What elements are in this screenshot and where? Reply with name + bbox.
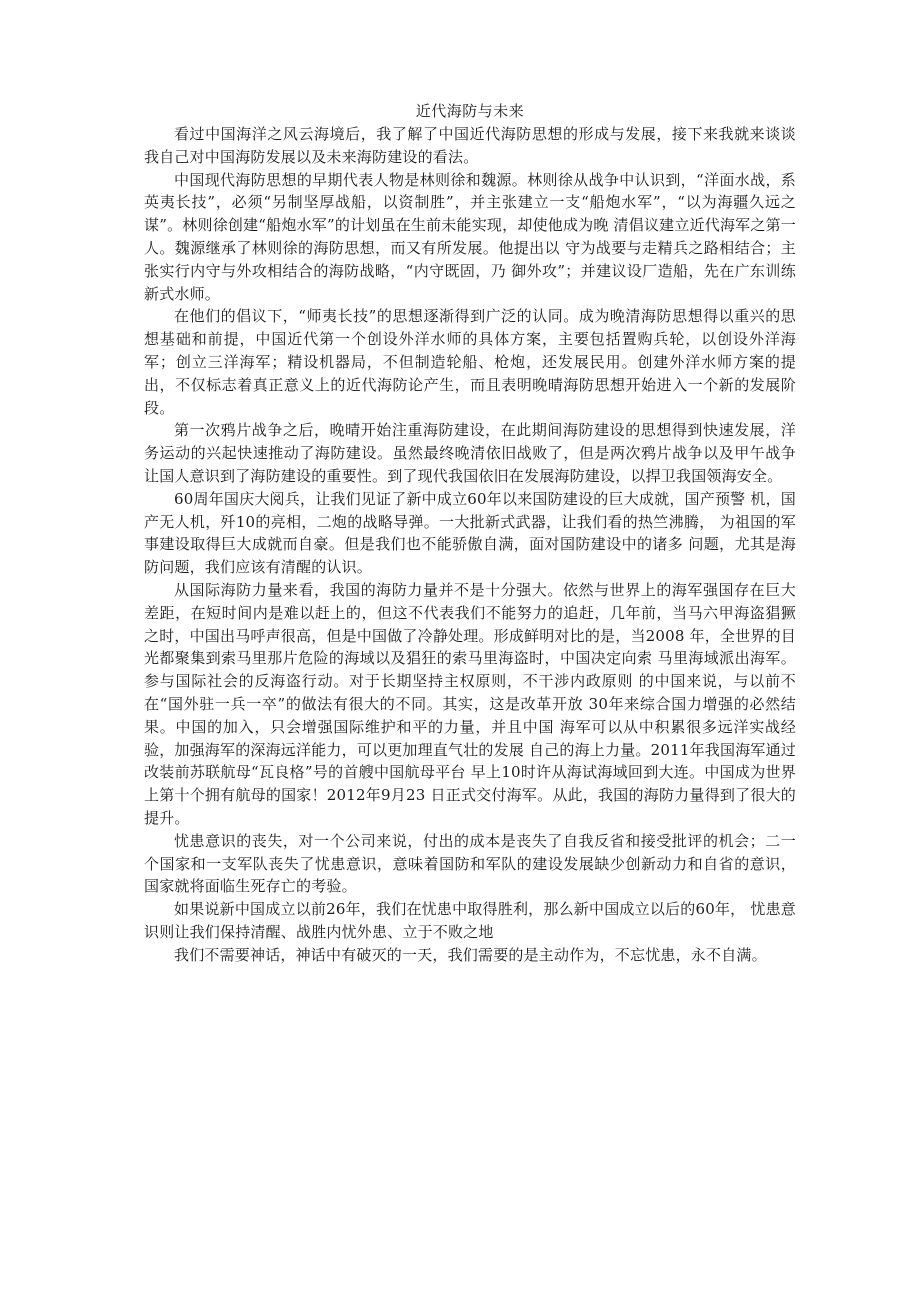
paragraph-opium-war: 第一次鸦片战争之后，晚晴开始注重海防建设，在此期间海防建设的思想得到快速发展，洋务运动的兴起快速推动了海防建设。虽然最终晚清依旧战败了，但是两次鸦片战争以及甲午战争让国人意识到了海防建设的重要性。到了现代我国依旧在发展海防建设，以捍卫我国领海安全。 bbox=[144, 421, 796, 485]
paragraph-advocacy: 在他们的倡议下，“师夷长技”的思想逐渐得到广泛的认同。成为晚清海防思想得以重兴的思想基础和前提，中国近代第一个创设外洋水师的具体方案，主要包括置购兵轮，以创设外洋海军；创立三洋海军；精设机器局，不但制造轮船、枪炮，还发展民用。创建外洋水师方案的提出，不仅标志着真正意义上的近代海防论产生，而且表明晚晴海防思想开始进入一个新的发展阶段。 bbox=[144, 307, 796, 417]
paragraph-conclusion: 我们不需要神话，神话中有破灭的一天，我们需要的是主动作为，不忘忧患，永不自满。 bbox=[174, 945, 767, 964]
document-title: 近代海防与未来 bbox=[415, 102, 525, 120]
paragraph-intro: 看过中国海洋之风云海境后，我了解了中国近代海防思想的形成与发展，接下来我就来谈谈我自己对中国海防发展以及未来海防建设的看法。 bbox=[144, 125, 796, 166]
paragraph-international: 从国际海防力量来看，我国的海防力量并不是十分强大。依然与世界上的海军强国存在巨大差距，在短时间内是难以赶上的，但这不代表我们不能努力的追赶，几年前，当马六甲海盗猖獗之时，中国出马呼声很高，但是中国做了冷静处理。形成鲜明对比的是，当2008 年，全世界的目光都聚集到索马里那片危险的海域以及猖狂的索马里海盗时，中国决定向索 马里海域派出海军。参与国际社会的反海盗行动。对于长期坚持主权原则，不干涉内政原则 的中国来说，与以前不在“国外驻一兵一卒”的做法有很大的不同。其实，这是改革开放 30年来综合国力增强的必然结果。中国的加入，只会增强国际维护和平的力量，并且中国 海军可以从中积累很多远洋实战经验，加强海军的深海远洋能力，可以更加理直气壮的发展 自己的海上力量。2011年我国海军通过改装前苏联航母“瓦良格”号的首艘中国航母平台 早上10时许从海试海域回到大连。中国成为世界上第十个拥有航母的国家！2012年9月23 日正式交付海军。从此，我国的海防力量得到了很大的提升。 bbox=[144, 580, 796, 827]
paragraph-history: 如果说新中国成立以前26年，我们在忧患中取得胜利，那么新中国成立以后的60年， 忧患意识则让我们保持清醒、战胜内忧外患、立于不败之地 bbox=[144, 900, 796, 941]
paragraph-early-thought: 中国现代海防思想的早期代表人物是林则徐和魏源。林则徐从战争中认识到，“洋面水战，系英夷长技”，必须“另制坚厚战船，以资制胜”，并主张建立一支“船炮水军”，“以为海疆久远之谋”。林则徐创建“船炮水军”的计划虽在生前未能实现，却使他成为晚 清倡议建立近代海军之第一人。魏源继承了林则徐的海防思想，而又有所发展。他提出以 守为战要与走精兵之路相结合；主张实行内守与外攻相结合的海防战略，“内守既固，乃 御外攻”；并建议设厂造船，先在广东训练新式水师。 bbox=[144, 170, 796, 303]
paragraph-awareness: 忧患意识的丧失，对一个公司来说，付出的成本是丧失了自我反省和接受批评的机会；二一个国家和一支军队丧失了忧患意识，意味着国防和军队的建设发展缺少创新动力和自省的意识，国家就将面临生死存亡的考验。 bbox=[144, 831, 796, 896]
document-page bbox=[144, 99, 796, 966]
paragraph-parade: 60周年国庆大阅兵，让我们见证了新中成立60年以来国防建设的巨大成就，国产预警 机，国产无人机，歼10的亮相，二炮的战略导弹。一大批新式武器，让我们看的热竺沸腾， 为祖国的军事建设取得巨大成就而自豪。但是我们也不能骄傲自满，面对国防建设中的诸多 问题，尤其是海防问题，我们应该有清醒的认识。 bbox=[144, 489, 796, 577]
